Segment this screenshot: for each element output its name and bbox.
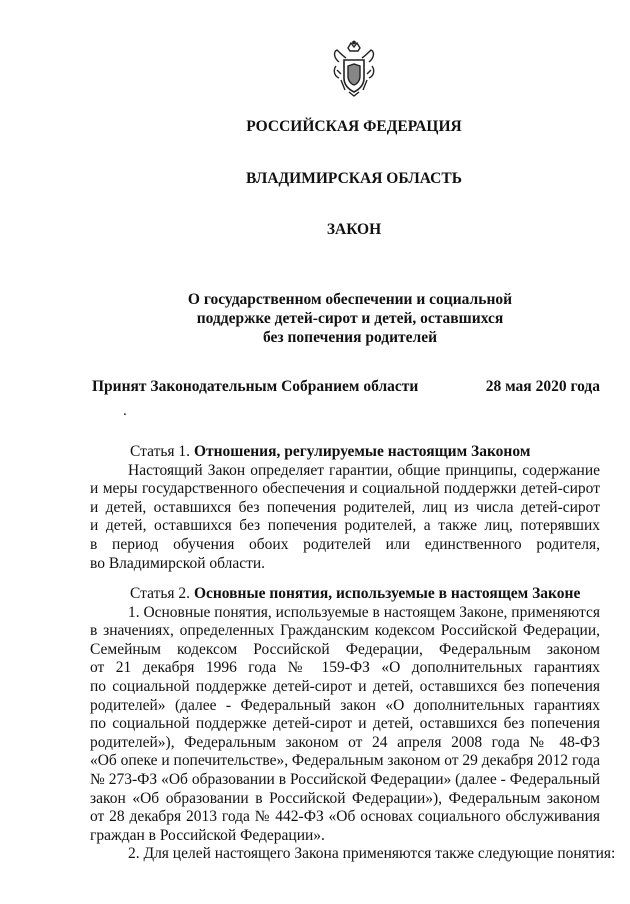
text-line: граждан в Российской Федерации». — [90, 826, 325, 844]
text-line: Настоящий Закон определяет гарантии, общие принципы, содержание — [128, 461, 600, 479]
adoption-date: 28 мая 2020 года — [485, 378, 600, 395]
law-title-line: без попечения родителей — [262, 329, 438, 346]
stray-dot-mark: . — [123, 403, 127, 419]
region-heading: ВЛАДИМИРСКАЯ ОБЛАСТЬ — [246, 170, 462, 187]
doc-type-heading: ЗАКОН — [326, 221, 382, 238]
text-line: и меры государственного обеспечения и социальной поддержки детей-сирот — [90, 480, 600, 498]
text-line: от 21 декабря 1996 года № 159-ФЗ «О дополнительных гарантиях — [90, 659, 600, 677]
article-1 — [90, 443, 600, 573]
text-line: и детей, оставшихся без попечения родителей, а также лиц, потерявших — [90, 517, 600, 535]
text-line: и детей, оставшихся без попечения родителей, лиц из числа детей-сирот — [90, 498, 600, 516]
text-line: по социальной поддержке детей-сирот и детей, оставшихся без попечения — [90, 715, 600, 733]
article-1-text — [90, 462, 600, 574]
text-line: № 273-ФЗ «Об образовании в Российской Федерации» (далее - Федеральный — [90, 770, 600, 788]
law-title-line: О государственном обеспечении и социальной — [187, 291, 513, 308]
text-line: от 28 декабря 2013 года № 442-ФЗ «Об основах социального обслуживания — [90, 808, 600, 826]
article-2-paragraph-2: 2. Для целей настоящего Закона применяются также следующие понятия: — [128, 845, 616, 863]
article-1-heading — [90, 443, 600, 462]
text-line: «Об опеке и попечительстве», Федеральным законом от 29 декабря 2012 года — [90, 752, 600, 770]
text-line: родителей» (далее - Федеральный закон «О дополнительных гарантиях — [90, 696, 600, 714]
text-line: в значениях, определенных Гражданским кодексом Российской Федерации, — [90, 622, 600, 640]
article-1-title: Отношения, регулируемые настоящим Законом — [193, 443, 531, 460]
adoption-row — [92, 378, 600, 396]
article-2-heading — [90, 585, 600, 604]
text-line: родителей»), Федеральным законом от 24 апреля 2008 года № 48-ФЗ — [90, 733, 600, 751]
article-2-title: Основные понятия, используемые в настоящем Законе — [193, 585, 581, 602]
article-2-paragraph-1 — [90, 604, 600, 846]
coat-of-arms-emblem — [331, 40, 377, 98]
adoption-text: Принят Законодательным Собранием области — [92, 378, 419, 395]
text-line: 1. Основные понятия, используемые в настоящем Законе, применяются — [128, 603, 600, 621]
text-line: Семейным кодексом Российской Федерации, Федеральным законом — [90, 640, 600, 658]
text-line: закон «Об образовании в Российской Федерации»), Федеральным законом — [90, 789, 600, 807]
article-2 — [90, 585, 616, 864]
law-title-line: поддержке детей-сирот и детей, оставшихся — [196, 310, 504, 327]
article-2-label: Статья 2. — [130, 585, 194, 602]
text-line: по социальной поддержке детей-сирот и детей, оставшихся без попечения — [90, 677, 600, 695]
law-title — [170, 290, 530, 347]
article-1-label: Статья 1. — [130, 443, 194, 460]
country-heading: РОССИЙСКАЯ ФЕДЕРАЦИЯ — [246, 118, 462, 135]
text-line: в период обучения обоих родителей или единственного родителя, — [90, 535, 600, 553]
text-line: во Владимирской области. — [90, 554, 266, 572]
